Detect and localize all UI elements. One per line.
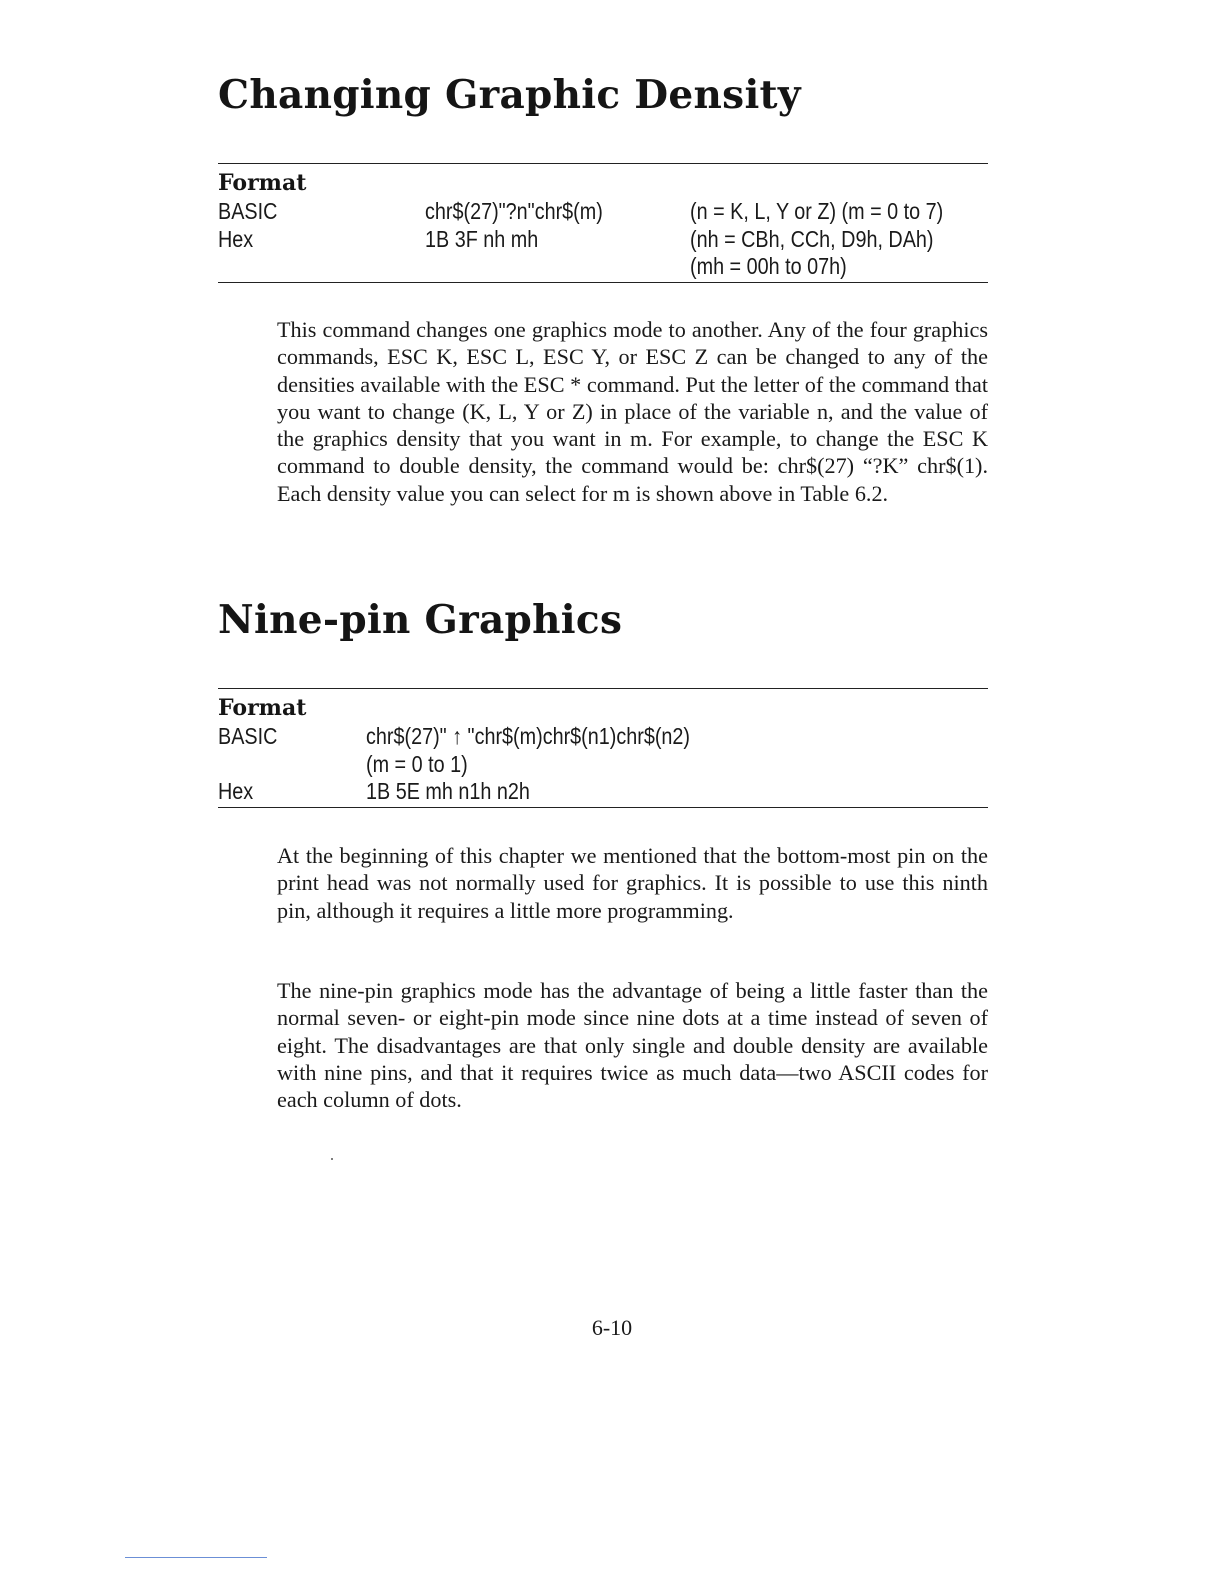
format-row-code: 1B 3F nh mh xyxy=(425,226,539,252)
body-paragraph: This command changes one graphics mode to another. Any of the four graphics commands, ESC K, ESC L, ESC Y, or ESC Z can be changed to any of the densities available with the ESC * command. Put the letter of the command that you want to change (K, L, Y or Z) in place of the variable n, and the value of the graphics density that you want in m. For example, to change the ESC K command to double density, the command would be: chr$(27) “?K” chr$(1). Each density value you can select for m is shown above in Table 6.2. xyxy=(277,317,988,506)
format-row-code: 1B 5E mh n1h n2h xyxy=(366,778,530,804)
format-row-code: chr$(27)"?n"chr$(m) xyxy=(425,198,603,224)
format-row-code: (m = 0 to 1) xyxy=(366,751,468,777)
format-box-top-rule xyxy=(218,688,988,689)
format-box-top-rule xyxy=(218,163,988,164)
body-paragraph: At the beginning of this chapter we mentioned that the bottom-most pin on the print head was not normally used for graphics. It is possible to use this ninth pin, although it requires a little more programming. xyxy=(277,843,988,923)
format-row-label: Hex xyxy=(218,226,254,252)
format-box-bottom-rule xyxy=(218,282,988,283)
format-row-params: (n = K, L, Y or Z) (m = 0 to 7) xyxy=(690,198,944,224)
scan-edge-line xyxy=(125,1557,267,1558)
format-label: Format xyxy=(218,170,307,196)
scan-speck xyxy=(331,1158,333,1160)
body-paragraph: The nine-pin graphics mode has the advantage of being a little faster than the normal seven- or eight-pin mode since nine dots at a time instead of seven of eight. The disadvantages are that only single and double density are available with nine pins, and that it requires twice as much data—two ASCII codes for each column of dots. xyxy=(277,978,988,1113)
format-box-bottom-rule xyxy=(218,807,988,808)
section-heading-nine-pin-graphics: Nine-pin Graphics xyxy=(218,597,623,643)
section-heading-changing-graphic-density: Changing Graphic Density xyxy=(218,72,801,118)
format-row-params: (mh = 00h to 07h) xyxy=(690,253,847,279)
format-row-label: BASIC xyxy=(218,198,278,224)
page-number: 6-10 xyxy=(591,1315,633,1340)
format-row-label: BASIC xyxy=(218,723,278,749)
format-label: Format xyxy=(218,695,307,721)
format-row-code: chr$(27)" ↑ "chr$(m)chr$(n1)chr$(n2) xyxy=(366,723,691,749)
format-row-label: Hex xyxy=(218,778,254,804)
format-row-params: (nh = CBh, CCh, D9h, DAh) xyxy=(690,226,934,252)
